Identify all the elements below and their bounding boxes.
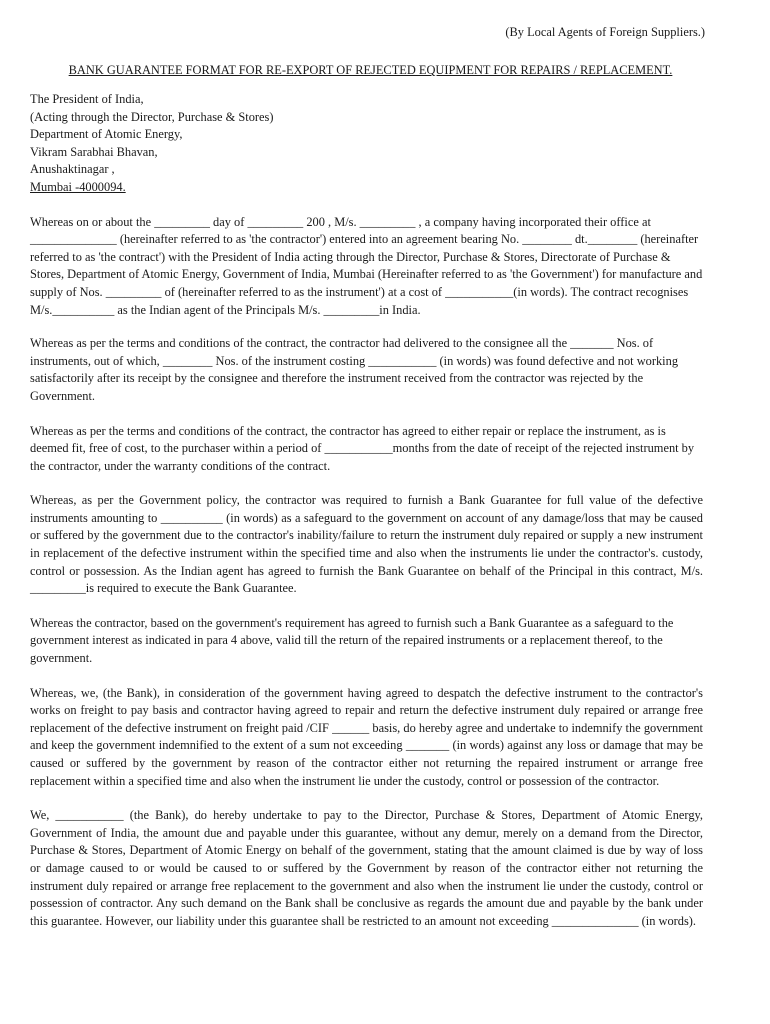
paragraph-repair: Whereas as per the terms and conditions of the contract, the contractor has agreed to either repair or replace the instrument, as is deemed fit, free of cost, to the purchaser within a period of ___________months from the date of receipt of the rejected instrument by the contractor, under the warranty conditions of the contract. — [30, 423, 695, 473]
address-line: Anushaktinagar , — [30, 162, 115, 177]
address-block — [30, 91, 703, 197]
address-line: Vikram Sarabhai Bhavan, — [30, 144, 158, 159]
address-line: (Acting through the Director, Purchase & Stores) — [30, 109, 274, 124]
address-line: Department of Atomic Energy, — [30, 127, 183, 142]
header-note: (By Local Agents of Foreign Suppliers.) — [505, 25, 705, 39]
address-line: The President of India, — [30, 92, 144, 106]
document-title: BANK GUARANTEE FORMAT FOR RE-EXPORT OF REJECTED EQUIPMENT FOR REPAIRS / REPLACEMENT. — [68, 63, 673, 77]
paragraph-delivery: Whereas as per the terms and conditions of the contract, the contractor had delivered to the consignee all the _______ Nos. of instruments, out of which, ________ Nos. of the instrument costing ___________ (in words) was found defective and not working satisfactorily after its receipt by the consignee and therefore the instrument received from the contractor was rejected by the Government. — [30, 336, 679, 403]
paragraph-safeguard: Whereas the contractor, based on the government's requirement has agreed to furnish such a Bank Guarantee as a safeguard to the government interest as indicated in para 4 above, valid till the return of the repaired instruments or a replacement thereof, to the government. — [30, 615, 674, 666]
paragraph-policy: Whereas, as per the Government policy, the contractor was required to furnish a Bank Guarantee for full value of the defective instruments amounting to __________ (in words) as a safeguard to the government on account of any damage/loss that may be caused or suffered by the government due to the contractor's inability/failure to return the instrument duly repaired or supply a new instrument in replacement of the defective instrument within the specified time and also when the instruments lie under the contractor's. custody, control or possession. As the Indian agent has agreed to furnish the Bank Guarantee on behalf of the Principal in this contract, M/s. _________is required to execute the Bank Guarantee. — [30, 493, 703, 596]
paragraph-agreement: Whereas on or about the _________ day of _________ 200 , M/s. _________ , a company having incorporated their office at ______________ (hereinafter referred to as 'the contractor') entered into an agreement bearing No. ________ dt.________ (hereinafter referred to as 'the contract') with the President of India acting through the Director, Purchase & Stores, Directorate of Purchase & Stores, Department of Atomic Energy, Government of India, Mumbai (Hereinafter referred to as 'the Government') for manufacture and supply of Nos. _________ of (hereinafter referred to as the instrument') at a cost of ___________(in words). The contract recognises M/s.__________ as the Indian agent of the Principals M/s. _________in India. — [30, 214, 703, 317]
paragraph-indemnity: Whereas, we, (the Bank), in consideration of the government having agreed to despatch the defective instrument to the contractor's works on freight to pay basis and contractor having agreed to repair and return the defective instrument duly repaired or arrange free replacement of the defective instrument on freight paid /CIF ______ basis, do hereby agree and undertake to indemnify the government and keep the government indemnified to the extent of a sum not exceeding _______ (in words) against any loss or damage that may be caused or suffered by the government by reason of the contractor either not returning the repaired instrument or arrange free replacement within a specified time and also when the instrument lie under the custody, control or possession of the contractor. — [30, 685, 703, 788]
address-line-city: Mumbai -4000094. — [30, 179, 126, 194]
paragraph-undertaking: We, ___________ (the Bank), do hereby undertake to pay to the Director, Purchase & Stores, Department of Atomic Energy, Government of India, the amount due and payable under this guarantee, without any demur, merely on a demand from the Director, Purchase & Stores, Department of Atomic Energy on behalf of the government, stating that the amount claimed is due by way of loss or damage caused to or would be caused to or suffered by the Government by reason of the contractor either not returning the instrument duly repaired or arrange free replacement to the government and also when the instrument lie under the custody, control or possession of contractor. Any such demand on the Bank shall be conclusive as regards the amount due and payable by the bank under this guarantee. However, our liability under this guarantee shall be restricted to an amount not exceeding ______________ (in words). — [30, 808, 703, 928]
